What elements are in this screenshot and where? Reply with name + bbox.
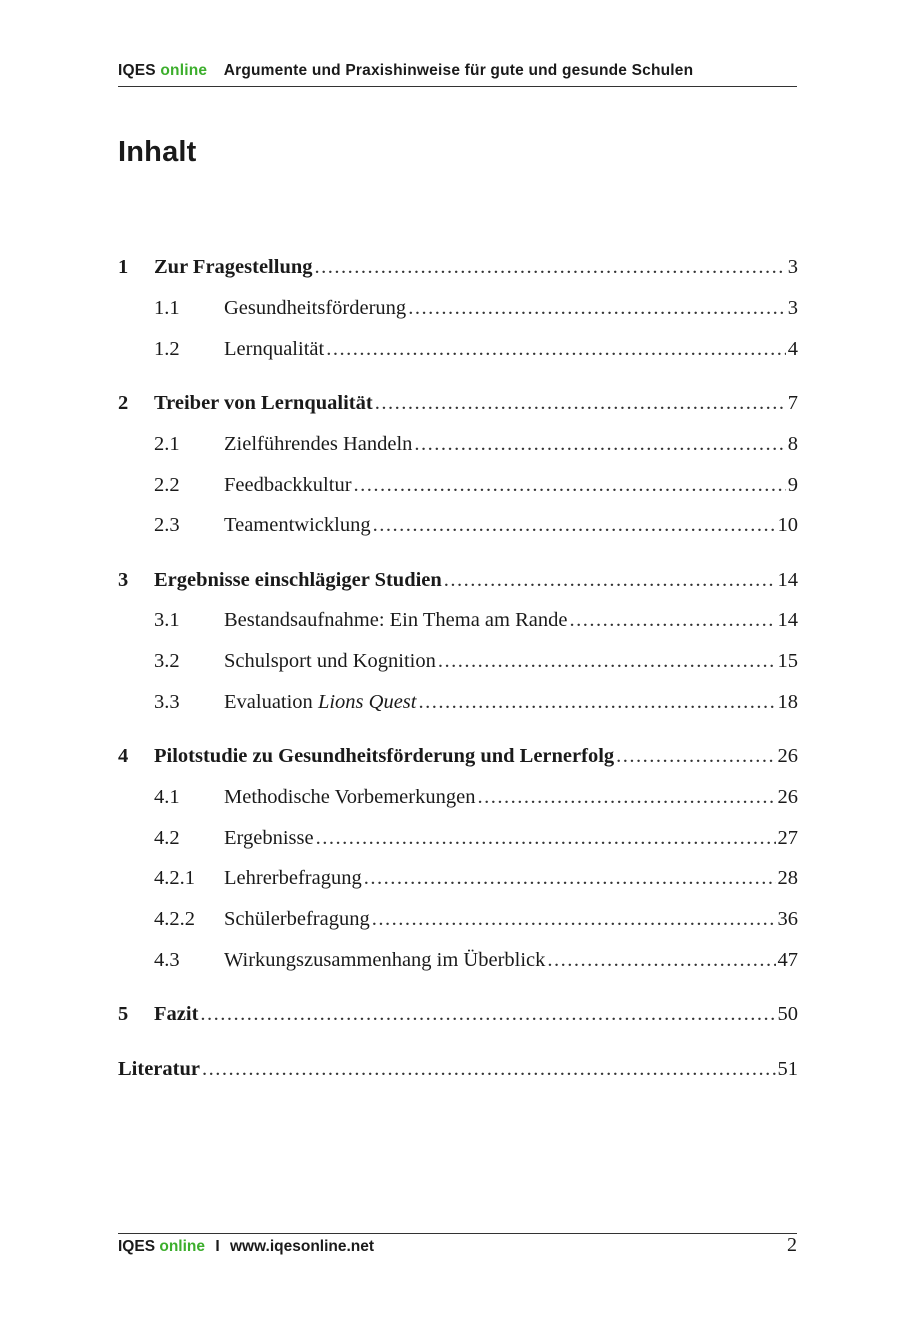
toc-title: Feedbackkultur (224, 474, 352, 496)
toc-number: 4.3 (154, 949, 180, 971)
toc-title: Zur Fragestellung (154, 256, 313, 278)
dot-leader (315, 253, 786, 281)
toc-entry-3-3[interactable] (154, 688, 798, 716)
toc-number: 4.2.2 (154, 908, 195, 930)
toc-entry-5[interactable] (118, 1000, 798, 1028)
toc-number: 3.2 (154, 650, 180, 672)
toc-page: 27 (777, 827, 798, 849)
toc-title: Fazit (154, 1003, 199, 1025)
toc-entry-3-2[interactable] (154, 647, 798, 675)
toc-entry-4-2-2[interactable] (154, 905, 798, 933)
dot-leader (477, 783, 775, 811)
dot-leader (202, 1055, 776, 1083)
toc-number: 4.2 (154, 827, 180, 849)
toc-title: Pilotstudie zu Gesundheitsförderung und Lernerfolg (154, 745, 615, 767)
dot-leader (375, 389, 786, 417)
toc-page: 26 (777, 745, 798, 767)
dot-leader (408, 294, 786, 322)
toc-number: 2.3 (154, 514, 180, 536)
toc-number: 3.3 (154, 691, 180, 713)
toc-entry-2-1[interactable] (154, 430, 798, 458)
toc-entry-1-1[interactable] (154, 294, 798, 322)
toc-entry-2-3[interactable] (154, 511, 798, 539)
toc-title: Lernqualität (224, 338, 325, 360)
toc-number: 1.2 (154, 338, 180, 360)
toc-number: 2 (118, 392, 129, 414)
dot-leader (616, 742, 775, 770)
dot-leader (372, 905, 776, 933)
toc-page: 3 (787, 297, 798, 319)
toc-number: 1 (118, 256, 129, 278)
dot-leader (414, 430, 785, 458)
toc-title: Treiber von Lernqualität (154, 392, 373, 414)
dot-leader (547, 946, 775, 974)
dot-leader (418, 688, 775, 716)
dot-leader (444, 566, 776, 594)
toc-entry-4-1[interactable] (154, 783, 798, 811)
toc-page: 51 (777, 1058, 798, 1080)
toc-title: Ergebnisse (224, 827, 314, 849)
header-brand-online: online (160, 62, 208, 79)
footer-url-link[interactable]: www.iqesonline.net (229, 1238, 375, 1255)
dot-leader (316, 824, 776, 852)
toc-title: Methodische Vorbemerkungen (224, 786, 476, 808)
toc-number: 2.1 (154, 433, 180, 455)
toc-page: 15 (777, 650, 798, 672)
toc-number: 2.2 (154, 474, 180, 496)
toc-title: Gesundheitsförderung (224, 297, 407, 319)
toc-title-italic: Lions Quest (317, 691, 417, 713)
toc-entry-1-2[interactable] (154, 335, 798, 363)
toc-page: 36 (777, 908, 798, 930)
header-brand-iqes: IQES (118, 62, 156, 79)
toc-title-prefix: Evaluation (224, 691, 318, 713)
toc-page: 14 (777, 609, 798, 631)
toc-entry-literatur[interactable] (118, 1055, 798, 1083)
dot-leader (354, 471, 786, 499)
toc-number: 4.1 (154, 786, 180, 808)
footer-brand-iqes: IQES (118, 1238, 156, 1255)
page-footer (118, 1233, 797, 1265)
toc-title: Bestandsaufnahme: Ein Thema am Rande (224, 609, 568, 631)
toc-page: 28 (777, 867, 798, 889)
page-title: Inhalt (118, 136, 197, 168)
toc-page: 9 (787, 474, 798, 496)
toc-page: 18 (777, 691, 798, 713)
toc-title: Schülerbefragung (224, 908, 370, 930)
toc-entry-4[interactable] (118, 742, 798, 770)
toc-number: 3.1 (154, 609, 180, 631)
toc-page: 4 (787, 338, 798, 360)
toc-entry-2-2[interactable] (154, 471, 798, 499)
toc-entry-4-2-1[interactable] (154, 864, 798, 892)
toc-number: 1.1 (154, 297, 180, 319)
toc-title: Teamentwicklung (224, 514, 371, 536)
toc-title: Lehrerbefragung (224, 867, 362, 889)
footer-brand-line (118, 1238, 374, 1256)
toc-page: 10 (777, 514, 798, 536)
toc-page: 14 (777, 569, 798, 591)
toc-number: 3 (118, 569, 129, 591)
toc-page: 47 (777, 949, 798, 971)
toc-page: 50 (777, 1003, 798, 1025)
toc-title: Wirkungszusammenhang im Überblick (224, 949, 546, 971)
toc-entry-4-3[interactable] (154, 946, 798, 974)
dot-leader (373, 511, 776, 539)
toc-entry-2[interactable] (118, 389, 798, 417)
toc-title (224, 688, 416, 716)
dot-leader (326, 335, 786, 363)
toc-title: Literatur (118, 1058, 200, 1080)
toc-title: Zielführendes Handeln (224, 433, 413, 455)
toc-title: Ergebnisse einschlägiger Studien (154, 569, 442, 591)
toc-number: 4 (118, 745, 129, 767)
toc-page: 3 (787, 256, 798, 278)
toc-number: 4.2.1 (154, 867, 195, 889)
dot-leader (438, 647, 776, 675)
toc-page: 7 (787, 392, 798, 414)
dot-leader (364, 864, 776, 892)
page-number: 2 (787, 1234, 797, 1256)
header-title: Argumente und Praxishinweise für gute und gesunde Schulen (223, 62, 694, 79)
footer-separator: I (215, 1238, 220, 1255)
toc-number: 5 (118, 1003, 129, 1025)
toc-page: 26 (777, 786, 798, 808)
toc-entry-4-2[interactable] (154, 824, 798, 852)
dot-leader (200, 1000, 775, 1028)
toc-page: 8 (787, 433, 798, 455)
footer-brand-online: online (159, 1238, 205, 1255)
toc-entry-3-1[interactable] (154, 606, 798, 634)
dot-leader (569, 606, 775, 634)
toc-entry-1[interactable] (118, 253, 798, 281)
toc-title: Schulsport und Kognition (224, 650, 436, 672)
toc-entry-3[interactable] (118, 566, 798, 594)
